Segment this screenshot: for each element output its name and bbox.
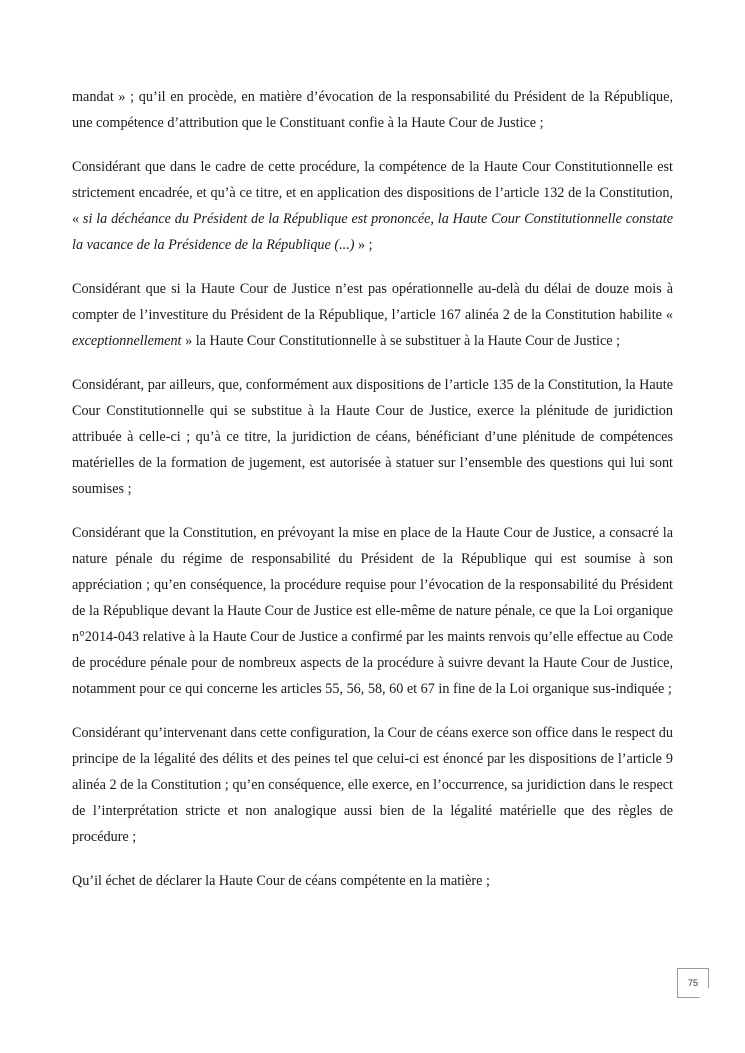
paragraph xyxy=(72,720,673,850)
paragraph-text: » la Haute Cour Constitutionnelle à se substituer à la Haute Cour de Justice ; xyxy=(181,333,621,349)
quoted-article-text: si la déchéance du Président de la République est prononcée, la Haute Cour Constitutionnelle constate la vacance de la Présidence de la République (...) xyxy=(72,211,673,253)
paragraph-text: Considérant qu’intervenant dans cette configuration, la Cour de céans exerce son office dans le respect du principe de la légalité des délits et des peines tel que celui-ci est énoncé par les dispositions de l’article 9 alinéa 2 de la Constitution ; qu’en conséquence, elle exerce, en l’occurrence, sa juridiction dans le respect de l’interprétation stricte et non analogique aussi bien de la légalité matérielle que des règles de procédure ; xyxy=(72,725,673,845)
paragraph xyxy=(72,84,673,136)
paragraph xyxy=(72,372,673,502)
paragraph-text: » ; xyxy=(354,237,373,253)
paragraph-text: Considérant que la Constitution, en prévoyant la mise en place de la Haute Cour de Justice, a consacré la nature pénale du régime de responsabilité du Président de la République qui est soumise à son appréciation ; qu’en conséquence, la procédure requise pour l’évocation de la responsabilité du Président de la République devant la Haute Cour de Justice est elle-même de nature pénale, ce que la Loi organique n°2014-043 relative à la Haute Cour de Justice a confirmé par les maints renvois qu’elle effectue au Code de procédure pénale pour de nombreux aspects de la procédure à suivre devant la Haute Cour de Justice, notamment pour ce qui concerne les articles 55, 56, 58, 60 et 67 in fine de la Loi organique sus-indiquée ; xyxy=(72,525,673,697)
paragraph-text: Considérant, par ailleurs, que, conformément aux dispositions de l’article 135 de la Constitution, la Haute Cour Constitutionnelle qui se substitue à la Haute Cour de Justice, exerce la plénitude de juridiction attribuée à celle-ci ; qu’à ce titre, la juridiction de céans, bénéficiant d’une plénitude de compétences matérielles de la formation de jugement, est autorisée à statuer sur l’ensemble des questions qui lui sont soumises ; xyxy=(72,377,673,497)
page-curl-icon xyxy=(699,988,709,998)
paragraph-text: Considérant que si la Haute Cour de Justice n’est pas opérationnelle au-delà du délai de douze mois à compter de l’investiture du Président de la République, l’article 167 alinéa 2 de la Constitution habilite « xyxy=(72,281,673,323)
paragraph xyxy=(72,868,673,894)
paragraph xyxy=(72,520,673,702)
paragraph-text: mandat » ; qu’il en procède, en matière d’évocation de la responsabilité du Président de la République, une compétence d’attribution que le Constituant confie à la Haute Cour de Justice ; xyxy=(72,89,673,131)
quoted-term: exceptionnellement xyxy=(72,333,182,349)
page-number-text: 75 xyxy=(687,978,698,988)
paragraph-text: Considérant que dans le cadre de cette procédure, la compétence de la Haute Cour Constitutionnelle est strictement encadrée, et qu’à ce titre, et en application des dispositions de l’article 132 de la Constitution, « xyxy=(72,159,673,227)
paragraph xyxy=(72,276,673,354)
paragraph-text: Qu’il échet de déclarer la Haute Cour de céans compétente en la matière ; xyxy=(72,873,490,889)
page-number xyxy=(677,968,709,998)
paragraph xyxy=(72,154,673,258)
document-body xyxy=(72,84,673,894)
